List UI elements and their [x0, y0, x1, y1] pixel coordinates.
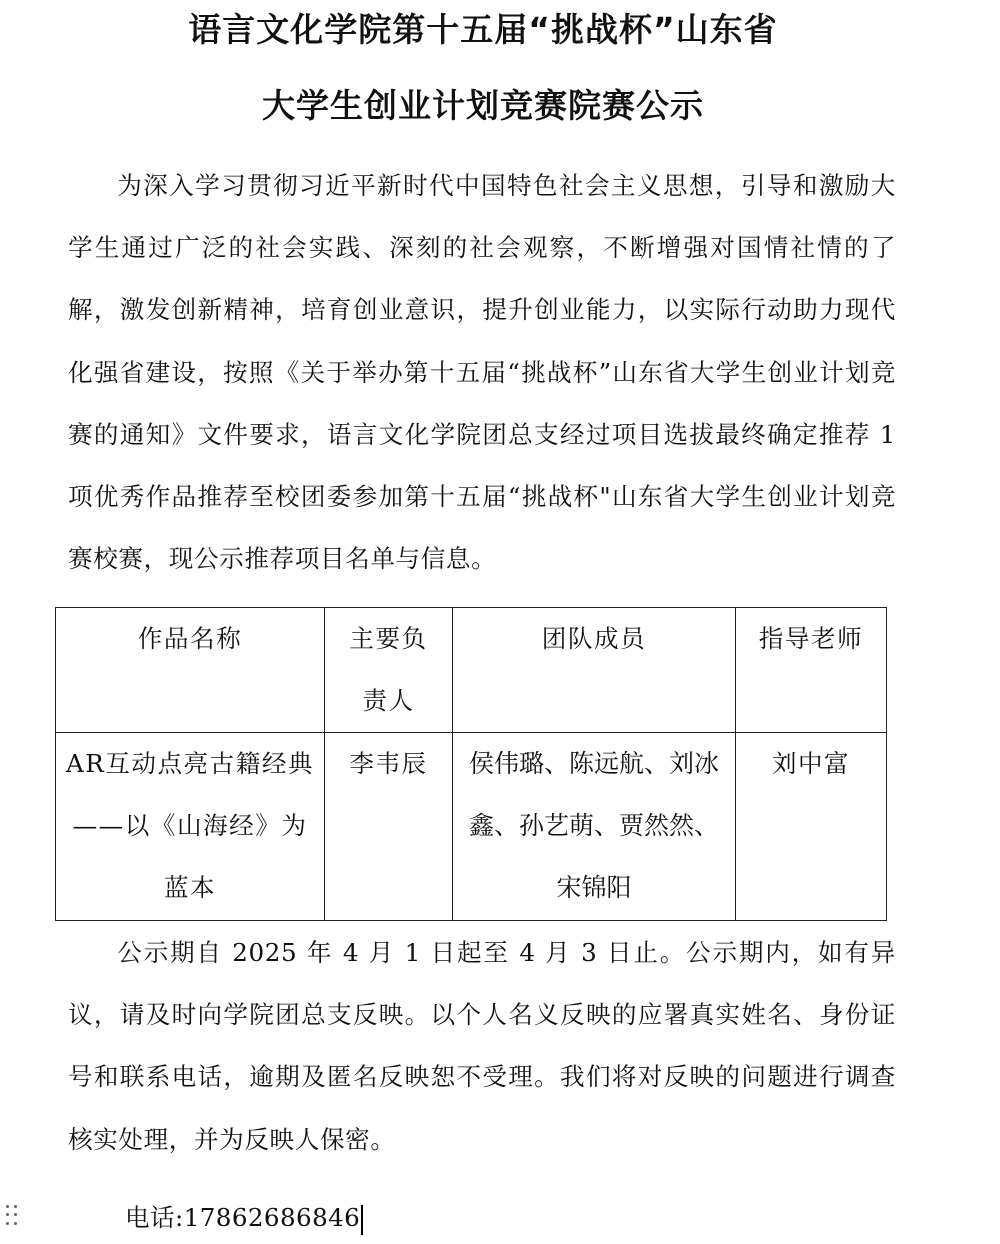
document-title-line-2: 大学生创业计划竞赛院赛公示: [262, 86, 704, 125]
header-leader: 主要负责人: [325, 608, 453, 733]
notice-paragraph[interactable]: 公示期自 2025 年 4 月 1 日起至 4 月 3 日止。公示期内，如有异议，请及时向学院团总支反映。以个人名义反映的应署真实姓名、身份证号和联系电话，逾期及匿名反映恕不受理。我们将对反映的问题进行调查核实处理，并为反映人保密。: [68, 938, 896, 1154]
cell-project-name[interactable]: AR互动点亮古籍经典——以《山海经》为蓝本: [56, 733, 325, 921]
cell-advisor[interactable]: 刘中富: [736, 733, 887, 921]
table-row: [56, 733, 887, 921]
contact-line[interactable]: [125, 1200, 363, 1236]
text-cursor: [361, 1205, 363, 1235]
intro-paragraph[interactable]: 为深入学习贯彻习近平新时代中国特色社会主义思想，引导和激励大学生通过广泛的社会实践、深刻的社会观察，不断增强对国情社情的了解，激发创新精神，培育创业意识，提升创业能力，以实际行动助力现代化强省建设，按照《关于举办第十五届“挑战杯”山东省大学生创业计划竞赛的通知》文件要求，语言文化学院团总支经过项目选拔最终确定推荐 1 项优秀作品推荐至校团委参加第十五届“挑战杯"山东省大学生创业计划竞赛校赛，现公示推荐项目名单与信息。: [68, 171, 896, 574]
drag-handle-icon[interactable]: [6, 1205, 18, 1227]
cell-team-members[interactable]: 侯伟璐、陈远航、刘冰鑫、孙艺萌、贾然然、宋锦阳: [453, 733, 736, 921]
table-header-row: [56, 608, 887, 733]
header-advisor: 指导老师: [736, 608, 887, 733]
nominee-table: [55, 607, 887, 921]
phone-label: 电话:: [125, 1203, 184, 1232]
cell-leader[interactable]: 李韦辰: [325, 733, 453, 921]
header-team-members: 团队成员: [453, 608, 736, 733]
phone-number: 17862686846: [183, 1203, 361, 1232]
document-title-line-1: 语言文化学院第十五届“挑战杯”山东省: [188, 10, 778, 49]
header-project-name: 作品名称: [56, 608, 325, 733]
